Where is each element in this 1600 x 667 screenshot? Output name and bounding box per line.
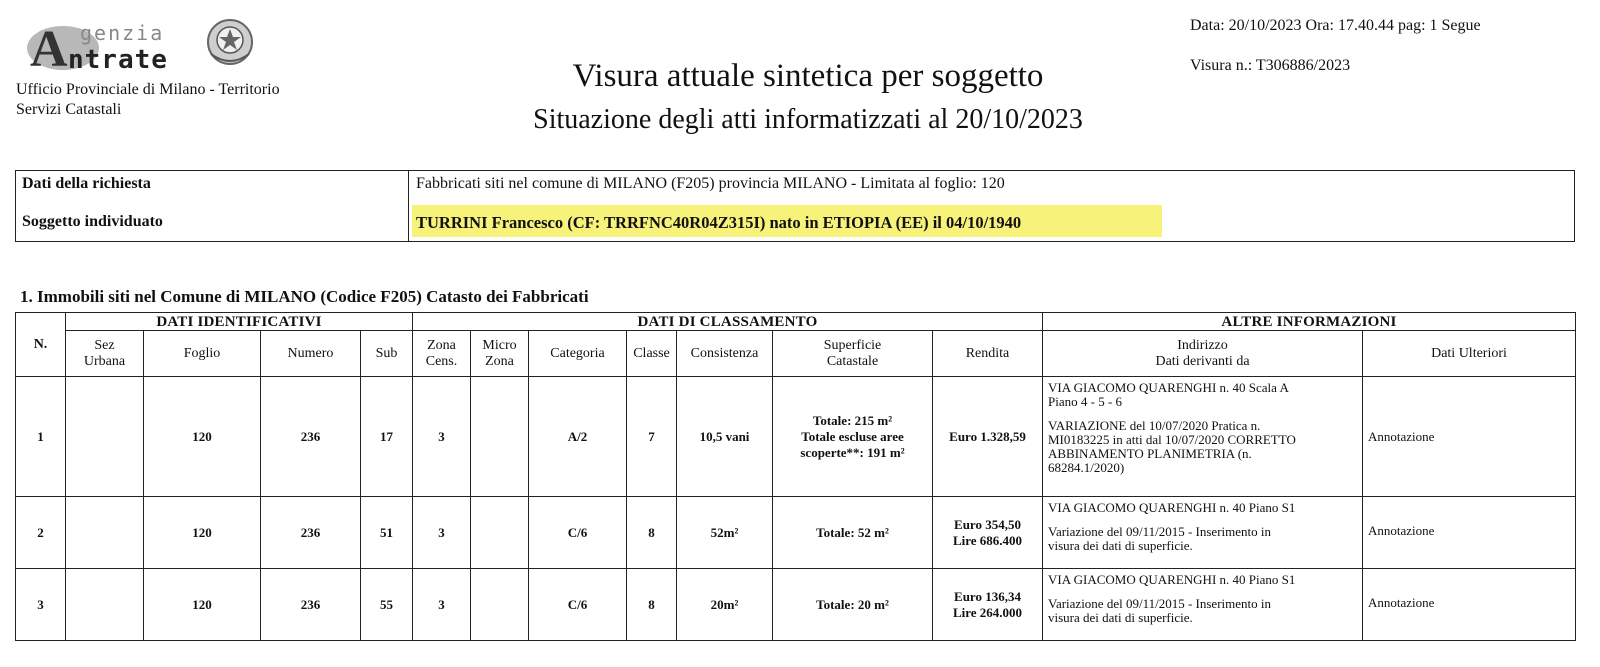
logo-text-bottom: ntrate xyxy=(68,45,168,75)
cell-superficie: Totale: 215 m² Totale escluse aree scoperte**: 191 m² xyxy=(773,377,933,497)
cell-classe: 8 xyxy=(627,497,677,569)
request-value: Fabbricati siti nel comune di MILANO (F205) provincia MILANO - Limitata al foglio: 120 xyxy=(416,175,1005,192)
cell-classe: 7 xyxy=(627,377,677,497)
table-row xyxy=(16,377,1576,497)
col-header-sez: Sez Urbana xyxy=(66,331,144,377)
col-header-sub: Sub xyxy=(361,331,413,377)
visura-number: Visura n.: T306886/2023 xyxy=(1190,57,1351,74)
cell-n: 1 xyxy=(16,377,66,497)
cell-ulteriori: Annotazione xyxy=(1363,569,1576,641)
cell-micro xyxy=(471,497,529,569)
cell-ulteriori: Annotazione xyxy=(1363,497,1576,569)
cell-numero: 236 xyxy=(261,569,361,641)
office-line-1: Ufficio Provinciale di Milano - Territorio xyxy=(16,81,280,98)
table-row xyxy=(16,569,1576,641)
col-header-classe: Classe xyxy=(627,331,677,377)
page-subtitle: Situazione degli atti informatizzati al 20/10/2023 xyxy=(533,104,1083,135)
cell-sub: 55 xyxy=(361,569,413,641)
group-header-other: ALTRE INFORMAZIONI xyxy=(1043,313,1576,331)
logo-letter: A xyxy=(30,21,68,76)
cell-indirizzo: VIA GIACOMO QUARENGHI n. 40 Piano S1 Variazione del 09/11/2015 - Inserimento in visura dei dati di superficie. xyxy=(1043,497,1363,569)
cell-micro xyxy=(471,569,529,641)
cell-consistenza: 52m² xyxy=(677,497,773,569)
cell-sez xyxy=(66,569,144,641)
cell-n: 3 xyxy=(16,569,66,641)
cell-micro xyxy=(471,377,529,497)
col-header-consistenza: Consistenza xyxy=(677,331,773,377)
page-title: Visura attuale sintetica per soggetto xyxy=(572,58,1044,94)
cell-categoria: C/6 xyxy=(529,569,627,641)
subject-label: Soggetto individuato xyxy=(22,213,163,230)
col-header-zona: Zona Cens. xyxy=(413,331,471,377)
cell-numero: 236 xyxy=(261,377,361,497)
col-header-numero: Numero xyxy=(261,331,361,377)
col-header-ulteriori: Dati Ulteriori xyxy=(1363,331,1576,377)
cell-sez xyxy=(66,497,144,569)
col-header-rendita: Rendita xyxy=(933,331,1043,377)
cell-sub: 17 xyxy=(361,377,413,497)
cell-ulteriori: Annotazione xyxy=(1363,377,1576,497)
request-label: Dati della richiesta xyxy=(22,175,151,192)
cell-superficie: Totale: 52 m² xyxy=(773,497,933,569)
cell-classe: 8 xyxy=(627,569,677,641)
logo-text-top: genzia xyxy=(80,21,165,45)
col-header-superficie: Superficie Catastale xyxy=(773,331,933,377)
cell-sez xyxy=(66,377,144,497)
cell-categoria: A/2 xyxy=(529,377,627,497)
cell-rendita: Euro 1.328,59 xyxy=(933,377,1043,497)
cell-zona: 3 xyxy=(413,569,471,641)
request-divider xyxy=(408,171,409,241)
section-title: 1. Immobili siti nel Comune di MILANO (Codice F205) Catasto dei Fabbricati xyxy=(20,287,589,306)
request-box xyxy=(15,170,1575,242)
properties-table xyxy=(15,312,1576,641)
group-header-row xyxy=(16,313,1576,331)
cell-foglio: 120 xyxy=(144,569,261,641)
subject-value: TURRINI Francesco (CF: TRRFNC40R04Z315I) nato in ETIOPIA (EE) il 04/10/1940 xyxy=(416,213,1022,232)
cell-foglio: 120 xyxy=(144,377,261,497)
col-header-foglio: Foglio xyxy=(144,331,261,377)
cell-consistenza: 10,5 vani xyxy=(677,377,773,497)
col-header-micro: Micro Zona xyxy=(471,331,529,377)
group-header-class: DATI DI CLASSAMENTO xyxy=(413,313,1043,331)
col-header-indirizzo: Indirizzo Dati derivanti da xyxy=(1043,331,1363,377)
cell-categoria: C/6 xyxy=(529,497,627,569)
cell-rendita: Euro 136,34 Lire 264.000 xyxy=(933,569,1043,641)
group-header-ident: DATI IDENTIFICATIVI xyxy=(66,313,413,331)
cell-sub: 51 xyxy=(361,497,413,569)
office-line-2: Servizi Catastali xyxy=(16,101,122,118)
cell-zona: 3 xyxy=(413,497,471,569)
col-header-categoria: Categoria xyxy=(529,331,627,377)
cell-indirizzo: VIA GIACOMO QUARENGHI n. 40 Scala A Piano 4 - 5 - 6 VARIAZIONE del 10/07/2020 Pratica n. MI0183225 in atti dal 10/07/2020 CORRETTO ABBINAMENTO PLANIMETRIA (n. 68284.1/2020) xyxy=(1043,377,1363,497)
column-header-row xyxy=(16,331,1576,377)
cell-numero: 236 xyxy=(261,497,361,569)
date-time-page: Data: 20/10/2023 Ora: 17.40.44 pag: 1 Segue xyxy=(1190,17,1481,34)
cell-rendita: Euro 354,50 Lire 686.400 xyxy=(933,497,1043,569)
table-row xyxy=(16,497,1576,569)
cell-consistenza: 20m² xyxy=(677,569,773,641)
cell-indirizzo: VIA GIACOMO QUARENGHI n. 40 Piano S1 Variazione del 09/11/2015 - Inserimento in visura dei dati di superficie. xyxy=(1043,569,1363,641)
cell-zona: 3 xyxy=(413,377,471,497)
cell-n: 2 xyxy=(16,497,66,569)
cell-superficie: Totale: 20 m² xyxy=(773,569,933,641)
col-header-n: N. xyxy=(16,313,66,377)
cell-foglio: 120 xyxy=(144,497,261,569)
